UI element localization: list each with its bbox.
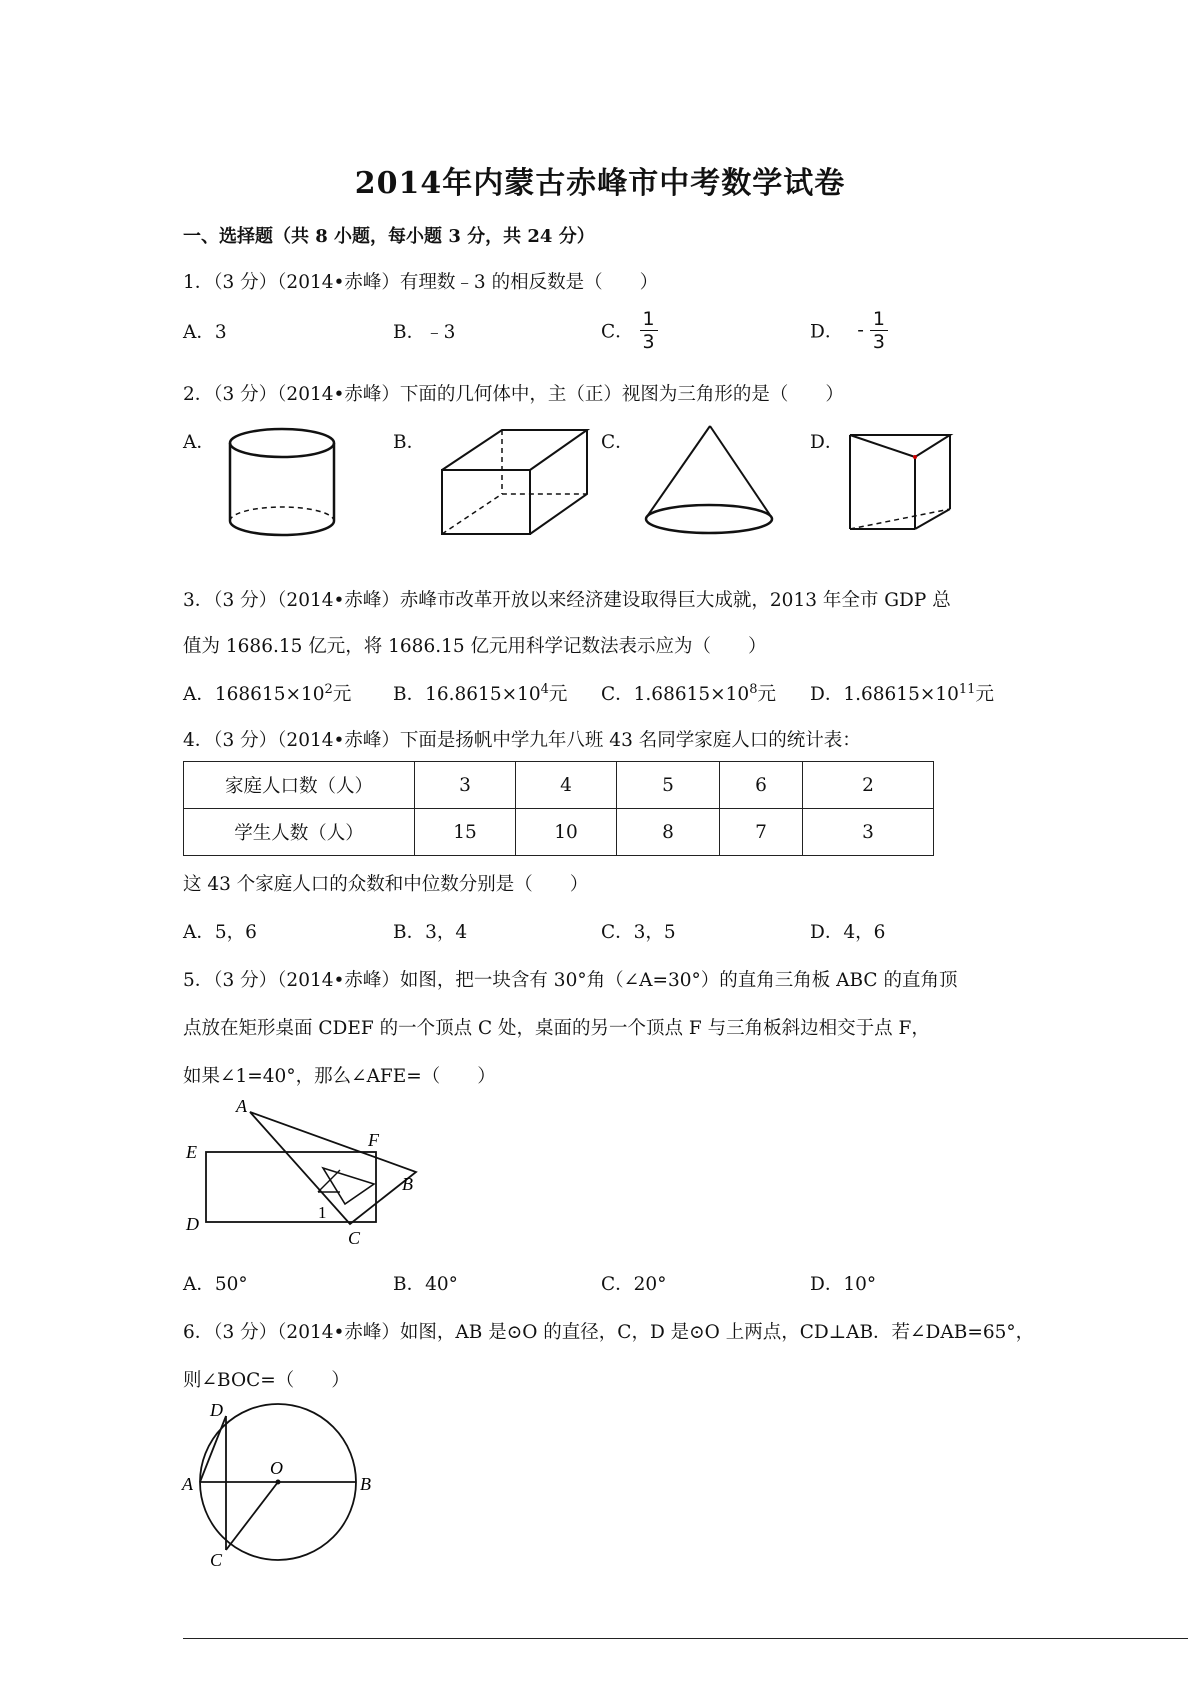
q1-option-a: A．3 xyxy=(183,322,227,343)
question-6-line-1: 6．（3 分）（2014•赤峰）如图，AB 是⊙O 的直径，C，D 是⊙O 上两点，CD⊥AB．若∠DAB=65°， xyxy=(183,1322,1035,1343)
q3-option-c-base: C．1.68615×10 xyxy=(601,684,750,705)
question-5-line-2: 点放在矩形桌面 CDEF 的一个顶点 C 处，桌面的另一个顶点 F 与三角板斜边相交于点 F， xyxy=(183,1018,930,1039)
question-6-line-2: 则∠BOC=（ ） xyxy=(183,1370,350,1391)
q3-option-c-unit: 元 xyxy=(757,684,776,705)
cuboid-figure xyxy=(432,422,592,542)
question-3-line-2: 值为 1686.15 亿元，将 1686.15 亿元用科学记数法表示应为（ ） xyxy=(183,636,767,657)
q4-option-c: C．3，5 xyxy=(601,922,676,943)
question-4-subquestion: 这 43 个家庭人口的众数和中位数分别是（ ） xyxy=(183,874,589,895)
q3-option-c xyxy=(601,680,776,706)
question-1-text: 1．（3 分）（2014•赤峰）有理数﹣3 的相反数是（ ） xyxy=(183,272,659,293)
q5-option-d: D．10° xyxy=(810,1274,877,1295)
triangular-prism-figure xyxy=(840,425,960,545)
table-cell: 7 xyxy=(720,809,803,856)
question-2-text: 2．（3 分）（2014•赤峰）下面的几何体中，主（正）视图为三角形的是（ ） xyxy=(183,384,844,405)
table-row xyxy=(184,809,934,856)
q3-option-c-exponent: 8 xyxy=(749,681,758,697)
q3-option-d-base: D．1.68615×10 xyxy=(810,684,959,705)
table-cell: 3 xyxy=(803,809,934,856)
q3-option-a-base: A．168615×10 xyxy=(183,684,325,705)
q3-option-a-exponent: 2 xyxy=(324,681,333,697)
minus-sign: - xyxy=(857,320,864,341)
q4-option-a: A．5，6 xyxy=(183,922,257,943)
question-4-text: 4．（3 分）（2014•赤峰）下面是扬帆中学九年八班 43 名同学家庭人口的统计表： xyxy=(183,730,861,751)
q1-option-d xyxy=(810,308,888,353)
table-cell: 5 xyxy=(617,762,720,809)
q4-option-d: D．4，6 xyxy=(810,922,886,943)
q2-option-c: C． xyxy=(601,432,634,453)
q3-option-b xyxy=(393,680,567,706)
label-e: E xyxy=(186,1142,197,1162)
q3-option-d xyxy=(810,680,994,706)
q5-option-a: A．50° xyxy=(183,1274,248,1295)
label-d: D xyxy=(186,1214,199,1234)
fraction-numerator: 1 xyxy=(640,308,658,331)
label-d: D xyxy=(210,1400,223,1420)
q3-option-d-exponent: 11 xyxy=(958,681,976,697)
q5-option-b: B．40° xyxy=(393,1274,458,1295)
label-b: B xyxy=(402,1174,413,1194)
question-5-line-1: 5．（3 分）（2014•赤峰）如图，把一块含有 30°角（∠A=30°）的直角三角板 ABC 的直角顶 xyxy=(183,970,958,991)
table-cell: 家庭人口数（人） xyxy=(184,762,415,809)
page-title: 2014年内蒙古赤峰市中考数学试卷 xyxy=(354,166,846,201)
question-5-line-3: 如果∠1=40°，那么∠AFE=（ ） xyxy=(183,1066,496,1087)
q2-option-b: B． xyxy=(393,432,426,453)
fraction-denominator: 3 xyxy=(872,331,885,353)
cone-figure xyxy=(640,420,780,545)
label-b: B xyxy=(360,1474,371,1494)
label-c: C xyxy=(210,1550,223,1570)
q1-option-c-fraction xyxy=(640,308,658,353)
q1-option-d-fraction xyxy=(870,308,888,353)
section-heading: 一、选择题（共 8 小题，每小题 3 分，共 24 分） xyxy=(183,226,595,247)
table-cell: 10 xyxy=(516,809,617,856)
q1-option-b: B．﹣3 xyxy=(393,322,456,343)
q3-option-a xyxy=(183,680,351,706)
table-cell: 6 xyxy=(720,762,803,809)
table-cell: 3 xyxy=(415,762,516,809)
table-cell: 学生人数（人） xyxy=(184,809,415,856)
label-f: F xyxy=(368,1130,379,1150)
q2-option-d: D． xyxy=(810,432,844,453)
q2-option-a: A． xyxy=(183,432,215,453)
q3-option-a-unit: 元 xyxy=(332,684,352,705)
table-cell: 4 xyxy=(516,762,617,809)
question-3-line-1: 3．（3 分）（2014•赤峰）赤峰市改革开放以来经济建设取得巨大成就，2013 年全市 GDP 总 xyxy=(183,590,951,611)
fraction-denominator: 3 xyxy=(642,331,655,353)
q3-option-d-unit: 元 xyxy=(975,684,994,705)
q3-option-b-exponent: 4 xyxy=(540,681,549,697)
table-row xyxy=(184,762,934,809)
circle-figure xyxy=(180,1400,390,1570)
table-cell: 2 xyxy=(803,762,934,809)
q1-option-c-label: C． xyxy=(601,321,634,343)
cylinder-figure xyxy=(220,425,345,540)
q1-option-d-label: D． xyxy=(810,321,844,343)
q3-option-b-base: B．16.8615×10 xyxy=(393,684,541,705)
triangle-rectangle-figure xyxy=(180,1100,440,1250)
family-population-table xyxy=(183,761,934,856)
label-o: O xyxy=(270,1458,283,1478)
q3-option-b-unit: 元 xyxy=(548,684,568,705)
table-cell: 15 xyxy=(415,809,516,856)
q1-option-c xyxy=(601,308,658,353)
q5-option-c: C．20° xyxy=(601,1274,667,1295)
angle-one-label: 1 xyxy=(318,1203,327,1222)
label-a: A xyxy=(182,1474,193,1494)
q4-option-b: B．3，4 xyxy=(393,922,468,943)
footer-divider xyxy=(183,1638,1188,1639)
label-a: A xyxy=(236,1100,247,1116)
label-c: C xyxy=(348,1228,361,1248)
table-cell: 8 xyxy=(617,809,720,856)
fraction-numerator: 1 xyxy=(870,308,888,331)
